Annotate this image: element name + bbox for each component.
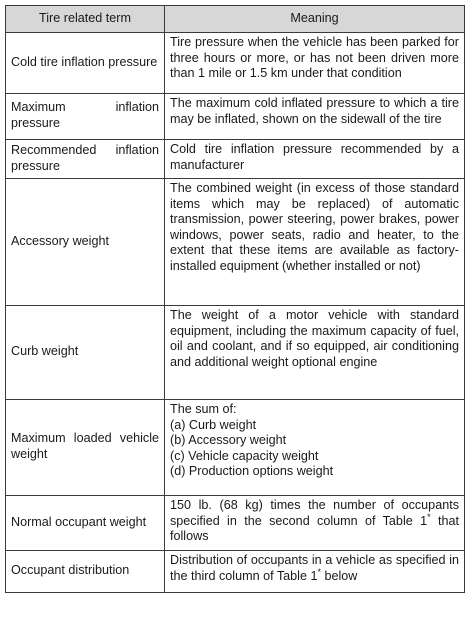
meaning-cell [165,400,465,496]
table-row [6,400,465,496]
list-item: (d) Production options weight [170,464,334,479]
list-item: (a) Curb weight [170,417,257,432]
meaning-cell [165,551,465,593]
footnote-marker: * [317,566,321,577]
meaning-text: Distribution of occupants in a vehicle as specified in the third column of Table 1 [170,553,459,583]
header-meaning: Meaning [165,6,465,33]
meaning-cell: Cold tire inflation pressure recommended by a manufacturer [165,140,465,179]
term-cell: Curb weight [6,306,165,400]
table-row [6,179,465,306]
tire-terms-table [5,5,465,593]
meaning-cell: The weight of a motor vehicle with standard equipment, including the maximum capacity of fuel, oil and coolant, and if so equipped, air conditioning and additional weight optional engine [165,306,465,400]
term-cell: Maximum loaded vehicle weight [6,400,165,496]
term-cell: Accessory weight [6,179,165,306]
term-cell: Cold tire inflation pressure [6,33,165,94]
list-item: (c) Vehicle capacity weight [170,448,319,463]
meaning-cell [165,496,465,551]
meaning-text: 150 lb. (68 kg) times the number of occupants specified in the second column of Table 1 [170,498,459,528]
table-row [6,140,465,179]
table-header-row [6,6,465,33]
table-row [6,551,465,593]
table-row [6,94,465,140]
meaning-cell: The combined weight (in excess of those standard items which may be replaced) of automatic transmission, power steering, power brakes, power windows, power seats, radio and heater, to the extent that these items are available as factory-installed equipment (whether installed or not) [165,179,465,306]
term-cell: Normal occupant weight [6,496,165,551]
table-row [6,496,465,551]
meaning-tail: that follows [170,513,459,544]
footnote-marker: * [427,511,431,522]
meaning-tail: below [321,568,358,583]
meaning-cell: Tire pressure when the vehicle has been parked for three hours or more, or has not been driven more than 1 mile or 1.5 km under that condition [165,33,465,94]
list-item: (b) Accessory weight [170,433,287,448]
table-row [6,33,465,94]
table-row [6,306,465,400]
term-cell: Recommended inflation pressure [6,140,165,179]
term-cell: Maximum inflation pressure [6,94,165,140]
header-term: Tire related term [6,6,165,33]
meaning-intro: The sum of: [170,402,237,416]
term-cell: Occupant distribution [6,551,165,593]
meaning-cell: The maximum cold inflated pressure to which a tire may be inflated, shown on the sidewall of the tire [165,94,465,140]
